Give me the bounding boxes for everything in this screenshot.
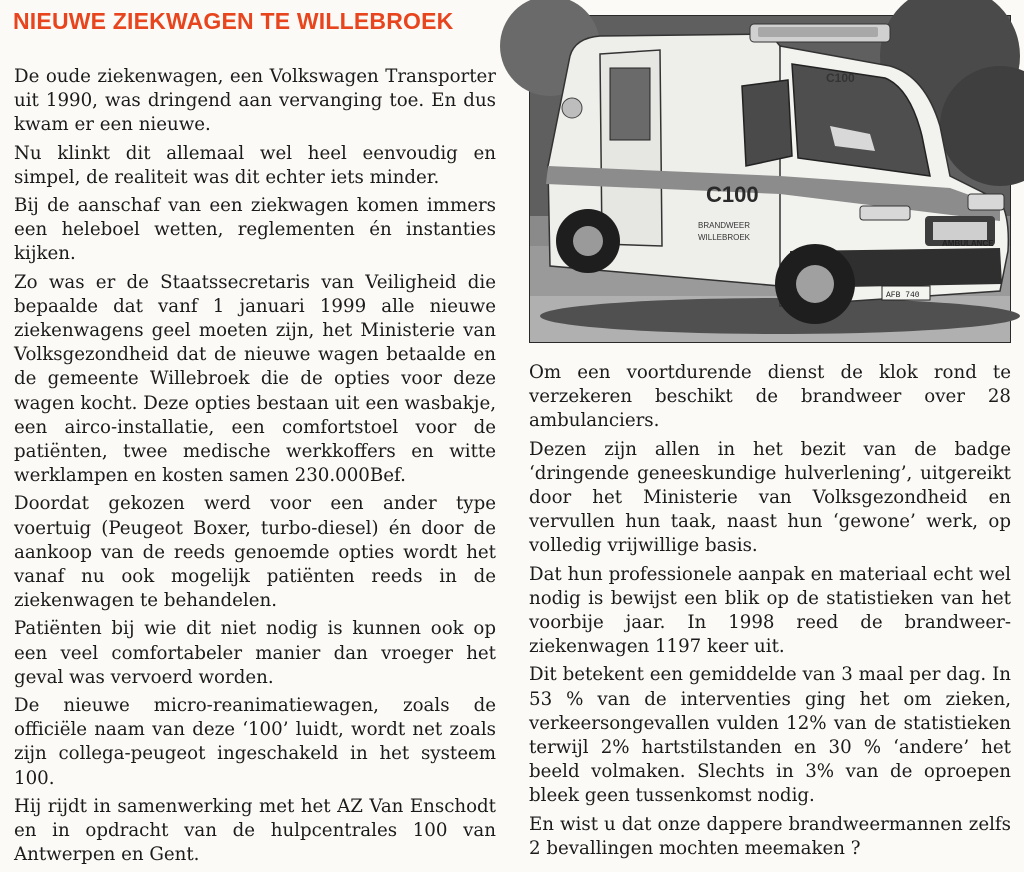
article-column-left <box>14 65 496 872</box>
paragraph: En wist u dat onze dappere brandweermannen zelfs 2 bevallingen mochten meemaken ? <box>529 813 1011 859</box>
paragraph: Dat hun professionele aanpak en materiaal echt wel nodig is bewijst een blik op de statistieken van het voorbije jaar. In 1998 reed de brandweer-ziekenwagen 1197 keer uit. <box>529 563 1011 658</box>
ambulance-photo <box>529 15 1011 343</box>
article-title: NIEUWE ZIEKWAGEN TE WILLEBROEK <box>13 8 454 34</box>
article-column-right <box>529 361 1011 865</box>
license-plate: AFB 740 <box>886 291 920 300</box>
roof-number: C100 <box>826 71 855 85</box>
paragraph: Om een voortdurende dienst de klok rond te verzekeren beschikt de brandweer over 28 ambulanciers. <box>529 362 1011 432</box>
side-number: C100 <box>706 182 759 207</box>
paragraph: Hij rijdt in samenwerking met het AZ Van Enschodt en in opdracht van de hulpcentrales 100 van Antwerpen en Gent. <box>14 795 496 866</box>
hood-text: AMBULANCE <box>942 239 994 248</box>
paragraph: De oude ziekenwagen, een Volkswagen Transporter uit 1990, was dringend aan vervanging toe. En dus kwam er een nieuwe. <box>14 66 496 136</box>
paragraph: Patiënten bij wie dit niet nodig is kunnen ook op een veel comfortabeler manier dan vroeger het geval was vervoerd worden. <box>14 618 496 688</box>
paragraph: Dit betekent een gemiddelde van 3 maal per dag. In 53 % van de interventies ging het om zieken, verkeersongevallen vulden 12% van de statistieken terwijl 2% hartstilstanden en 30 % ‘andere’ het beeld volmaken. Slechts in 3% van de oproepen bleek geen tussenkomst nodig. <box>529 664 1011 807</box>
door-text-line1: BRANDWEER <box>698 221 751 230</box>
paragraph: Doordat gekozen werd voor een ander type voertuig (Peugeot Boxer, turbo-diesel) én door de aankoop van de reeds genoemde opties wordt het vanaf nu ook mogelijk patiënten reeds in de ziekenwagen te behandelen. <box>14 493 496 612</box>
paragraph: Zo was er de Staatssecretaris van Veiligheid die bepaalde dat vanf 1 januari 1999 alle nieuwe ziekenwagens geel moeten zijn, het Ministerie van Volksgezondheid dat de nieuwe wagen betaalde en de gemeente Willebroek die de opties voor deze wagen kocht. Deze opties bestaan uit een wasbakje, een airco-installatie, een comfortstoel voor de patiënten, twee medische werkkoffers en witte werklampen en kosten samen 230.000Bef. <box>14 271 496 487</box>
paragraph: Nu klinkt dit allemaal wel heel eenvoudig en simpel, de realiteit was dit echter iets minder. <box>14 142 496 188</box>
ambulance-illustration <box>530 16 1010 342</box>
paragraph: Dezen zijn allen in het bezit van de badge ‘dringende geneeskundige hulverlening’, uitgereikt door het Ministerie van Volksgezondheid en vervullen hun taak, naast hun ‘gewone’ werk, op volledig vrijwillige basis. <box>529 438 1011 557</box>
paragraph: Bij de aanschaf van een ziekwagen komen immers een heleboel wetten, reglementen én instanties kijken. <box>14 195 496 265</box>
door-text-line2: WILLEBROEK <box>698 233 751 242</box>
paragraph: De nieuwe micro-reanimatiewagen, zoals de officiële naam van deze ‘100’ luidt, wordt net zoals zijn collega-peugeot ingeschakeld in het systeem 100. <box>14 695 496 789</box>
